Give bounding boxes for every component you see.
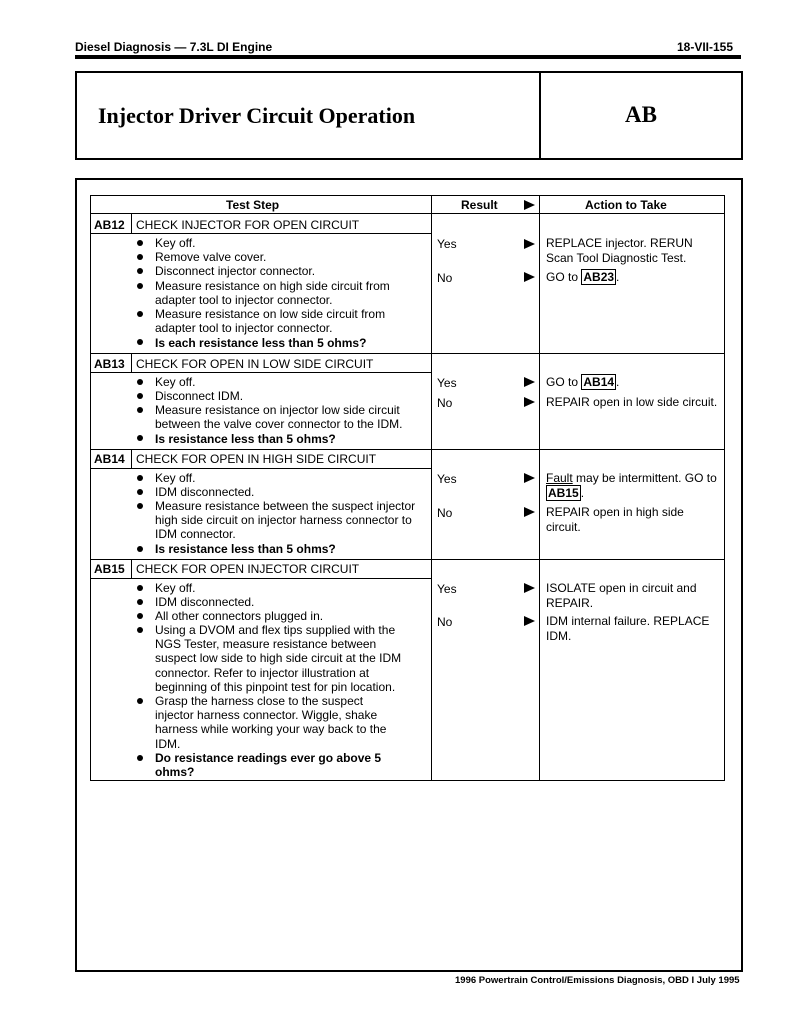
bullet-icon: [137, 311, 143, 317]
action-text: [546, 471, 724, 500]
bullet-icon: [137, 435, 143, 441]
result-label: No: [437, 396, 453, 410]
result-arrow-icon: [524, 616, 535, 626]
footer-text: 1996 Powertrain Control/Emissions Diagnosis, OBD I July 1995: [455, 975, 740, 986]
bullet-icon: [137, 627, 143, 633]
test-step-header: Test Step: [226, 198, 280, 212]
bullet-icon: [137, 503, 143, 509]
id-divider: [131, 449, 132, 468]
action-header: Action to Take: [585, 198, 667, 212]
step-item: All other connectors plugged in.: [155, 609, 324, 623]
title-divider: [539, 71, 541, 160]
action-text: [546, 270, 619, 285]
action-suffix: .: [580, 485, 585, 500]
step-item: Using a DVOM and flex tips supplied with the NGS Tester, measure resistance between suspect low side to high side circuit at the IDM connector. Refer to injector illustration at beginning of this pinpoint test for pin location.: [155, 623, 402, 694]
step-item: Key off.: [155, 471, 196, 485]
bullet-icon: [137, 599, 143, 605]
result-arrow-icon: [524, 583, 535, 593]
bullet-icon: [137, 339, 143, 345]
header-arrow-icon: [524, 200, 535, 210]
step-question: Do resistance readings ever go above 5 ohms?: [155, 751, 382, 780]
result-label: Yes: [437, 582, 457, 596]
bullet-icon: [137, 240, 143, 246]
bullet-icon: [137, 475, 143, 481]
row-divider: [91, 372, 431, 373]
step-question: Is each resistance less than 5 ohms?: [155, 336, 367, 350]
column-divider: [431, 196, 432, 780]
bullet-icon: [137, 393, 143, 399]
step-divider: [91, 449, 724, 450]
result-label: No: [437, 615, 453, 629]
step-item: IDM disconnected.: [155, 595, 255, 609]
action-suffix: .: [616, 375, 620, 389]
step-question: Is resistance less than 5 ohms?: [155, 542, 336, 556]
step-item: Measure resistance on low side circuit from adapter tool to injector connector.: [155, 307, 386, 336]
step-question: Is resistance less than 5 ohms?: [155, 432, 336, 446]
step-title: CHECK INJECTOR FOR OPEN CIRCUIT: [136, 218, 360, 232]
result-label: No: [437, 271, 453, 285]
result-arrow-icon: [524, 272, 535, 282]
pinpoint-code: AB: [625, 102, 657, 127]
action-underlined: Fault: [546, 471, 573, 485]
result-label: Yes: [437, 237, 457, 251]
bullet-icon: [137, 407, 143, 413]
step-id: AB14: [94, 452, 125, 466]
step-id: AB13: [94, 357, 125, 371]
action-text: IDM internal failure. REPLACE: [546, 614, 710, 628]
result-arrow-icon: [524, 397, 535, 407]
bullet-icon: [137, 585, 143, 591]
step-id: AB12: [94, 218, 125, 232]
action-text: IDM.: [546, 629, 572, 643]
step-item: Measure resistance on injector low side circuit between the valve cover connector to the IDM.: [155, 403, 403, 432]
column-divider: [539, 196, 540, 780]
bullet-icon: [137, 283, 143, 289]
page-number: 18-VII-155: [677, 40, 734, 54]
id-divider: [131, 213, 132, 233]
action-text: REPAIR.: [546, 596, 594, 610]
bullet-icon: [137, 254, 143, 260]
bullet-icon: [137, 489, 143, 495]
pinpoint-test-table: [90, 195, 725, 781]
action-text: REPAIR open in low side circuit.: [546, 395, 718, 409]
action-text: REPAIR open in high side: [546, 505, 684, 519]
section-title: Diesel Diagnosis — 7.3L DI Engine: [75, 40, 273, 54]
step-title: CHECK FOR OPEN IN HIGH SIDE CIRCUIT: [136, 452, 377, 466]
result-label: Yes: [437, 376, 457, 390]
bullet-icon: [137, 613, 143, 619]
result-arrow-icon: [524, 507, 535, 517]
step-item: Grasp the harness close to the suspect injector harness connector. Wiggle, shake harness while working your way back to the IDM.: [155, 694, 387, 751]
step-item: Measure resistance between the suspect injector high side circuit on injector harness connector to IDM connector.: [155, 499, 416, 542]
bullet-icon: [137, 268, 143, 274]
action-text: [546, 375, 619, 390]
cross-reference-link[interactable]: AB14: [583, 375, 615, 389]
action-prefix: GO to: [546, 270, 579, 284]
step-item: Key off.: [155, 236, 196, 250]
result-arrow-icon: [524, 473, 535, 483]
bullet-icon: [137, 755, 143, 761]
step-divider: [91, 559, 724, 560]
action-text: ISOLATE open in circuit and: [546, 581, 697, 595]
action-suffix: .: [616, 270, 620, 284]
result-header: Result: [461, 198, 498, 212]
bullet-icon: [137, 698, 143, 704]
page-title: Injector Driver Circuit Operation: [98, 103, 416, 128]
step-item: IDM disconnected.: [155, 485, 255, 499]
action-text: Scan Tool Diagnostic Test.: [546, 251, 687, 265]
bullet-icon: [137, 379, 143, 385]
row-divider: [91, 468, 431, 469]
header-divider: [91, 213, 724, 214]
action-text: REPLACE injector. RERUN: [546, 236, 693, 250]
bullet-icon: [137, 546, 143, 552]
cross-reference-link[interactable]: AB23: [583, 270, 615, 284]
step-item: Disconnect injector connector.: [155, 264, 316, 278]
step-id: AB15: [94, 562, 125, 576]
step-title: CHECK FOR OPEN INJECTOR CIRCUIT: [136, 562, 360, 576]
step-item: Key off.: [155, 581, 196, 595]
step-item: Key off.: [155, 375, 196, 389]
id-divider: [131, 559, 132, 578]
step-item: Disconnect IDM.: [155, 389, 244, 403]
step-item: Measure resistance on high side circuit from adapter tool to injector connector.: [155, 279, 390, 308]
result-arrow-icon: [524, 239, 535, 249]
action-text: circuit.: [546, 520, 581, 534]
id-divider: [131, 353, 132, 372]
action-prefix: GO to: [546, 375, 579, 389]
step-divider: [91, 353, 724, 354]
result-label: No: [437, 506, 453, 520]
step-item: Remove valve cover.: [155, 250, 267, 264]
result-arrow-icon: [524, 377, 535, 387]
step-title: CHECK FOR OPEN IN LOW SIDE CIRCUIT: [136, 357, 374, 371]
row-divider: [91, 578, 431, 579]
result-label: Yes: [437, 472, 457, 486]
header-rule: [75, 55, 741, 59]
row-divider: [91, 233, 431, 234]
action-text-part: may be intermittent. GO to: [572, 471, 717, 485]
cross-reference-link[interactable]: AB15: [548, 485, 579, 500]
